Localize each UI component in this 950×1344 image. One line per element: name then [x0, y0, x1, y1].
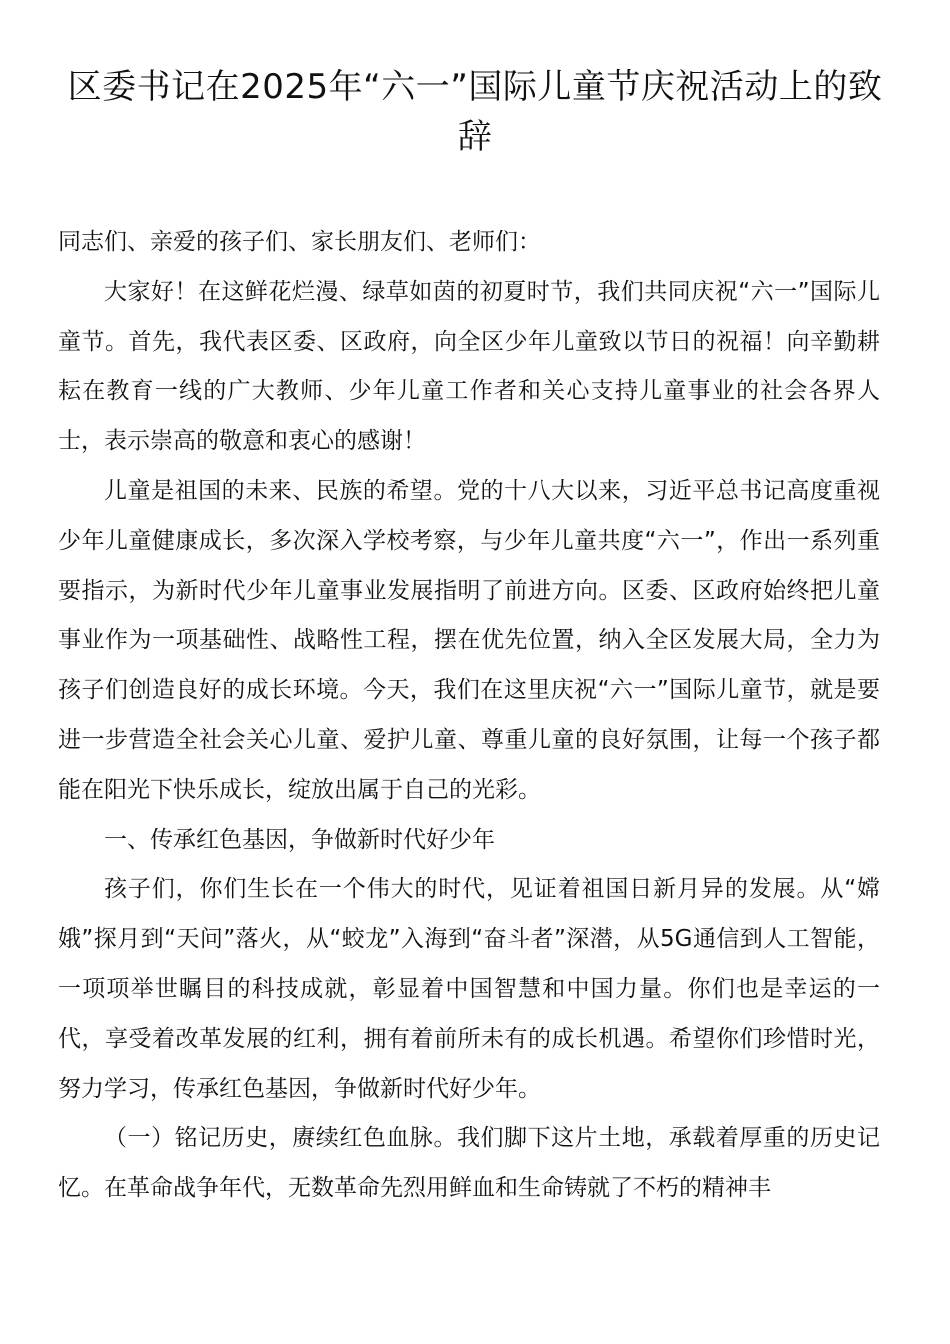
- section-heading-1: 一、传承红色基因，争做新时代好少年: [104, 826, 495, 853]
- document-title: 区委书记在2025年“六一”国际儿童节庆祝活动上的致辞: [67, 67, 883, 157]
- paragraph-great-era: 孩子们，你们生长在一个伟大的时代，见证着祖国日新月异的发展。从“嫦娥”探月到“天问”落火，从“蛟龙”入海到“奋斗者”深潜，从5G通信到人工智能，一项项举世瞩目的科技成就，彰显着中国智慧和中国力量。你们也是幸运的一代，享受着改革发展的红利，拥有着前所未有的成长机遇。希望你们珍惜时光，努力学习，传承红色基因，争做新时代好少年。: [58, 876, 880, 1102]
- paragraph-children-future: 儿童是祖国的未来、民族的希望。党的十八大以来，习近平总书记高度重视少年儿童健康成长，多次深入学校考察，与少年儿童共度“六一”，作出一系列重要指示，为新时代少年儿童事业发展指明了前进方向。区委、区政府始终把儿童事业作为一项基础性、战略性工程，摆在优先位置，纳入全区发展大局，全力为孩子们创造良好的成长环境。今天，我们在这里庆祝“六一”国际儿童节，就是要进一步营造全社会关心儿童、爱护儿童、尊重儿童的良好氛围，让每一个孩子都能在阳光下快乐成长，绽放出属于自己的光彩。: [58, 477, 880, 803]
- document-body: [58, 218, 880, 1214]
- salutation: 同志们、亲爱的孩子们、家长朋友们、老师们：: [58, 229, 541, 255]
- paragraph-greeting: 大家好！在这鲜花烂漫、绿草如茵的初夏时节，我们共同庆祝“六一”国际儿童节。首先，我代表区委、区政府，向全区少年儿童致以节日的祝福！向辛勤耕耘在教育一线的广大教师、少年儿童工作者和关心支持儿童事业的社会各界人士，表示崇高的敬意和衷心的感谢！: [58, 278, 880, 455]
- paragraph-history: （一）铭记历史，赓续红色血脉。我们脚下这片土地，承载着厚重的历史记忆。在革命战争年代，无数革命先烈用鲜血和生命铸就了不朽的精神丰: [58, 1125, 880, 1202]
